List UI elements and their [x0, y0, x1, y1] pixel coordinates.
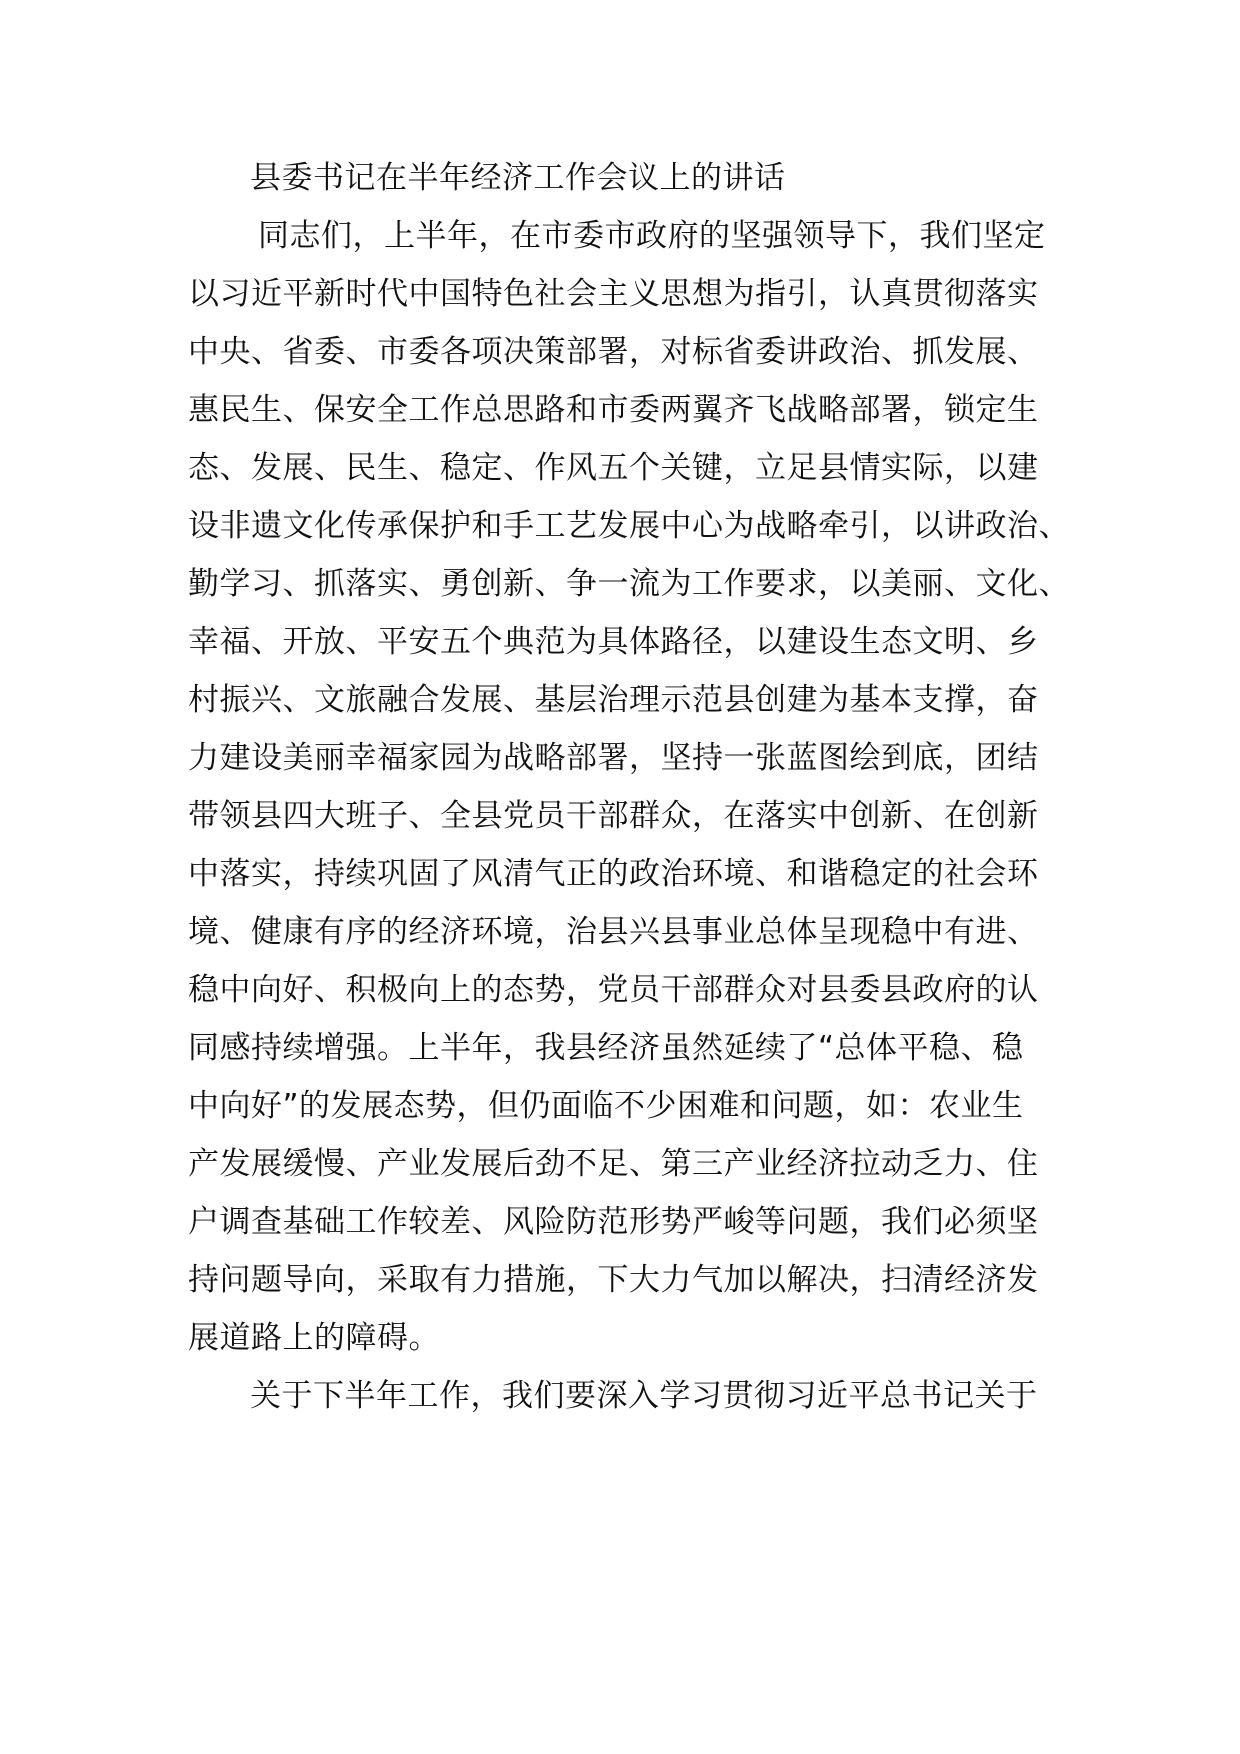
paragraph-line: 展道路上的障碍。 — [188, 1320, 440, 1356]
paragraph-line: 村振兴、文旅融合发展、基层治理示范县创建为基本支撑，奋 — [188, 682, 1039, 718]
paragraph-line: 同志们，上半年，在市委市政府的坚强领导下，我们坚定 — [258, 218, 1046, 254]
paragraph-line: 带领县四大班子、全县党员干部群众，在落实中创新、在创新 — [188, 798, 1039, 834]
paragraph-line: 关于下半年工作，我们要深入学习贯彻习近平总书记关于 — [250, 1378, 1038, 1414]
paragraph-line: 勤学习、抓落实、勇创新、争一流为工作要求，以美丽、文化、 — [188, 566, 1070, 602]
paragraph-line: 中央、省委、市委各项决策部署，对标省委讲政治、抓发展、 — [188, 334, 1039, 370]
paragraph-line: 力建设美丽幸福家园为战略部署，坚持一张蓝图绘到底，团结 — [188, 740, 1039, 776]
paragraph-line: 态、发展、民生、稳定、作风五个关键，立足县情实际，以建 — [188, 450, 1039, 486]
paragraph-line: 中落实，持续巩固了风清气正的政治环境、和谐稳定的社会环 — [188, 856, 1039, 892]
paragraph-line: 稳中向好、积极向上的态势，党员干部群众对县委县政府的认 — [188, 972, 1039, 1008]
paragraph-line: 产发展缓慢、产业发展后劲不足、第三产业经济拉动乏力、住 — [188, 1146, 1039, 1182]
paragraph-line: 以习近平新时代中国特色社会主义思想为指引，认真贯彻落实 — [188, 276, 1039, 312]
paragraph-line: 中向好”的发展态势，但仍面临不少困难和问题，如：农业生 — [188, 1088, 1024, 1124]
paragraph-line: 幸福、开放、平安五个典范为具体路径，以建设生态文明、乡 — [188, 624, 1039, 660]
paragraph-line: 同感持续增强。上半年，我县经济虽然延续了“总体平稳、稳 — [188, 1030, 1024, 1066]
paragraph-line: 户调查基础工作较差、风险防范形势严峻等问题，我们必须坚 — [188, 1204, 1039, 1240]
paragraph-line: 境、健康有序的经济环境，治县兴县事业总体呈现稳中有进、 — [188, 914, 1039, 950]
document-title: 县委书记在半年经济工作会议上的讲话 — [250, 160, 786, 196]
paragraph-line: 惠民生、保安全工作总思路和市委两翼齐飞战略部署，锁定生 — [188, 392, 1039, 428]
paragraph-line: 设非遗文化传承保护和手工艺发展中心为战略牵引，以讲政治、 — [188, 508, 1070, 544]
paragraph-line: 持问题导向，采取有力措施，下大力气加以解决，扫清经济发 — [188, 1262, 1039, 1298]
